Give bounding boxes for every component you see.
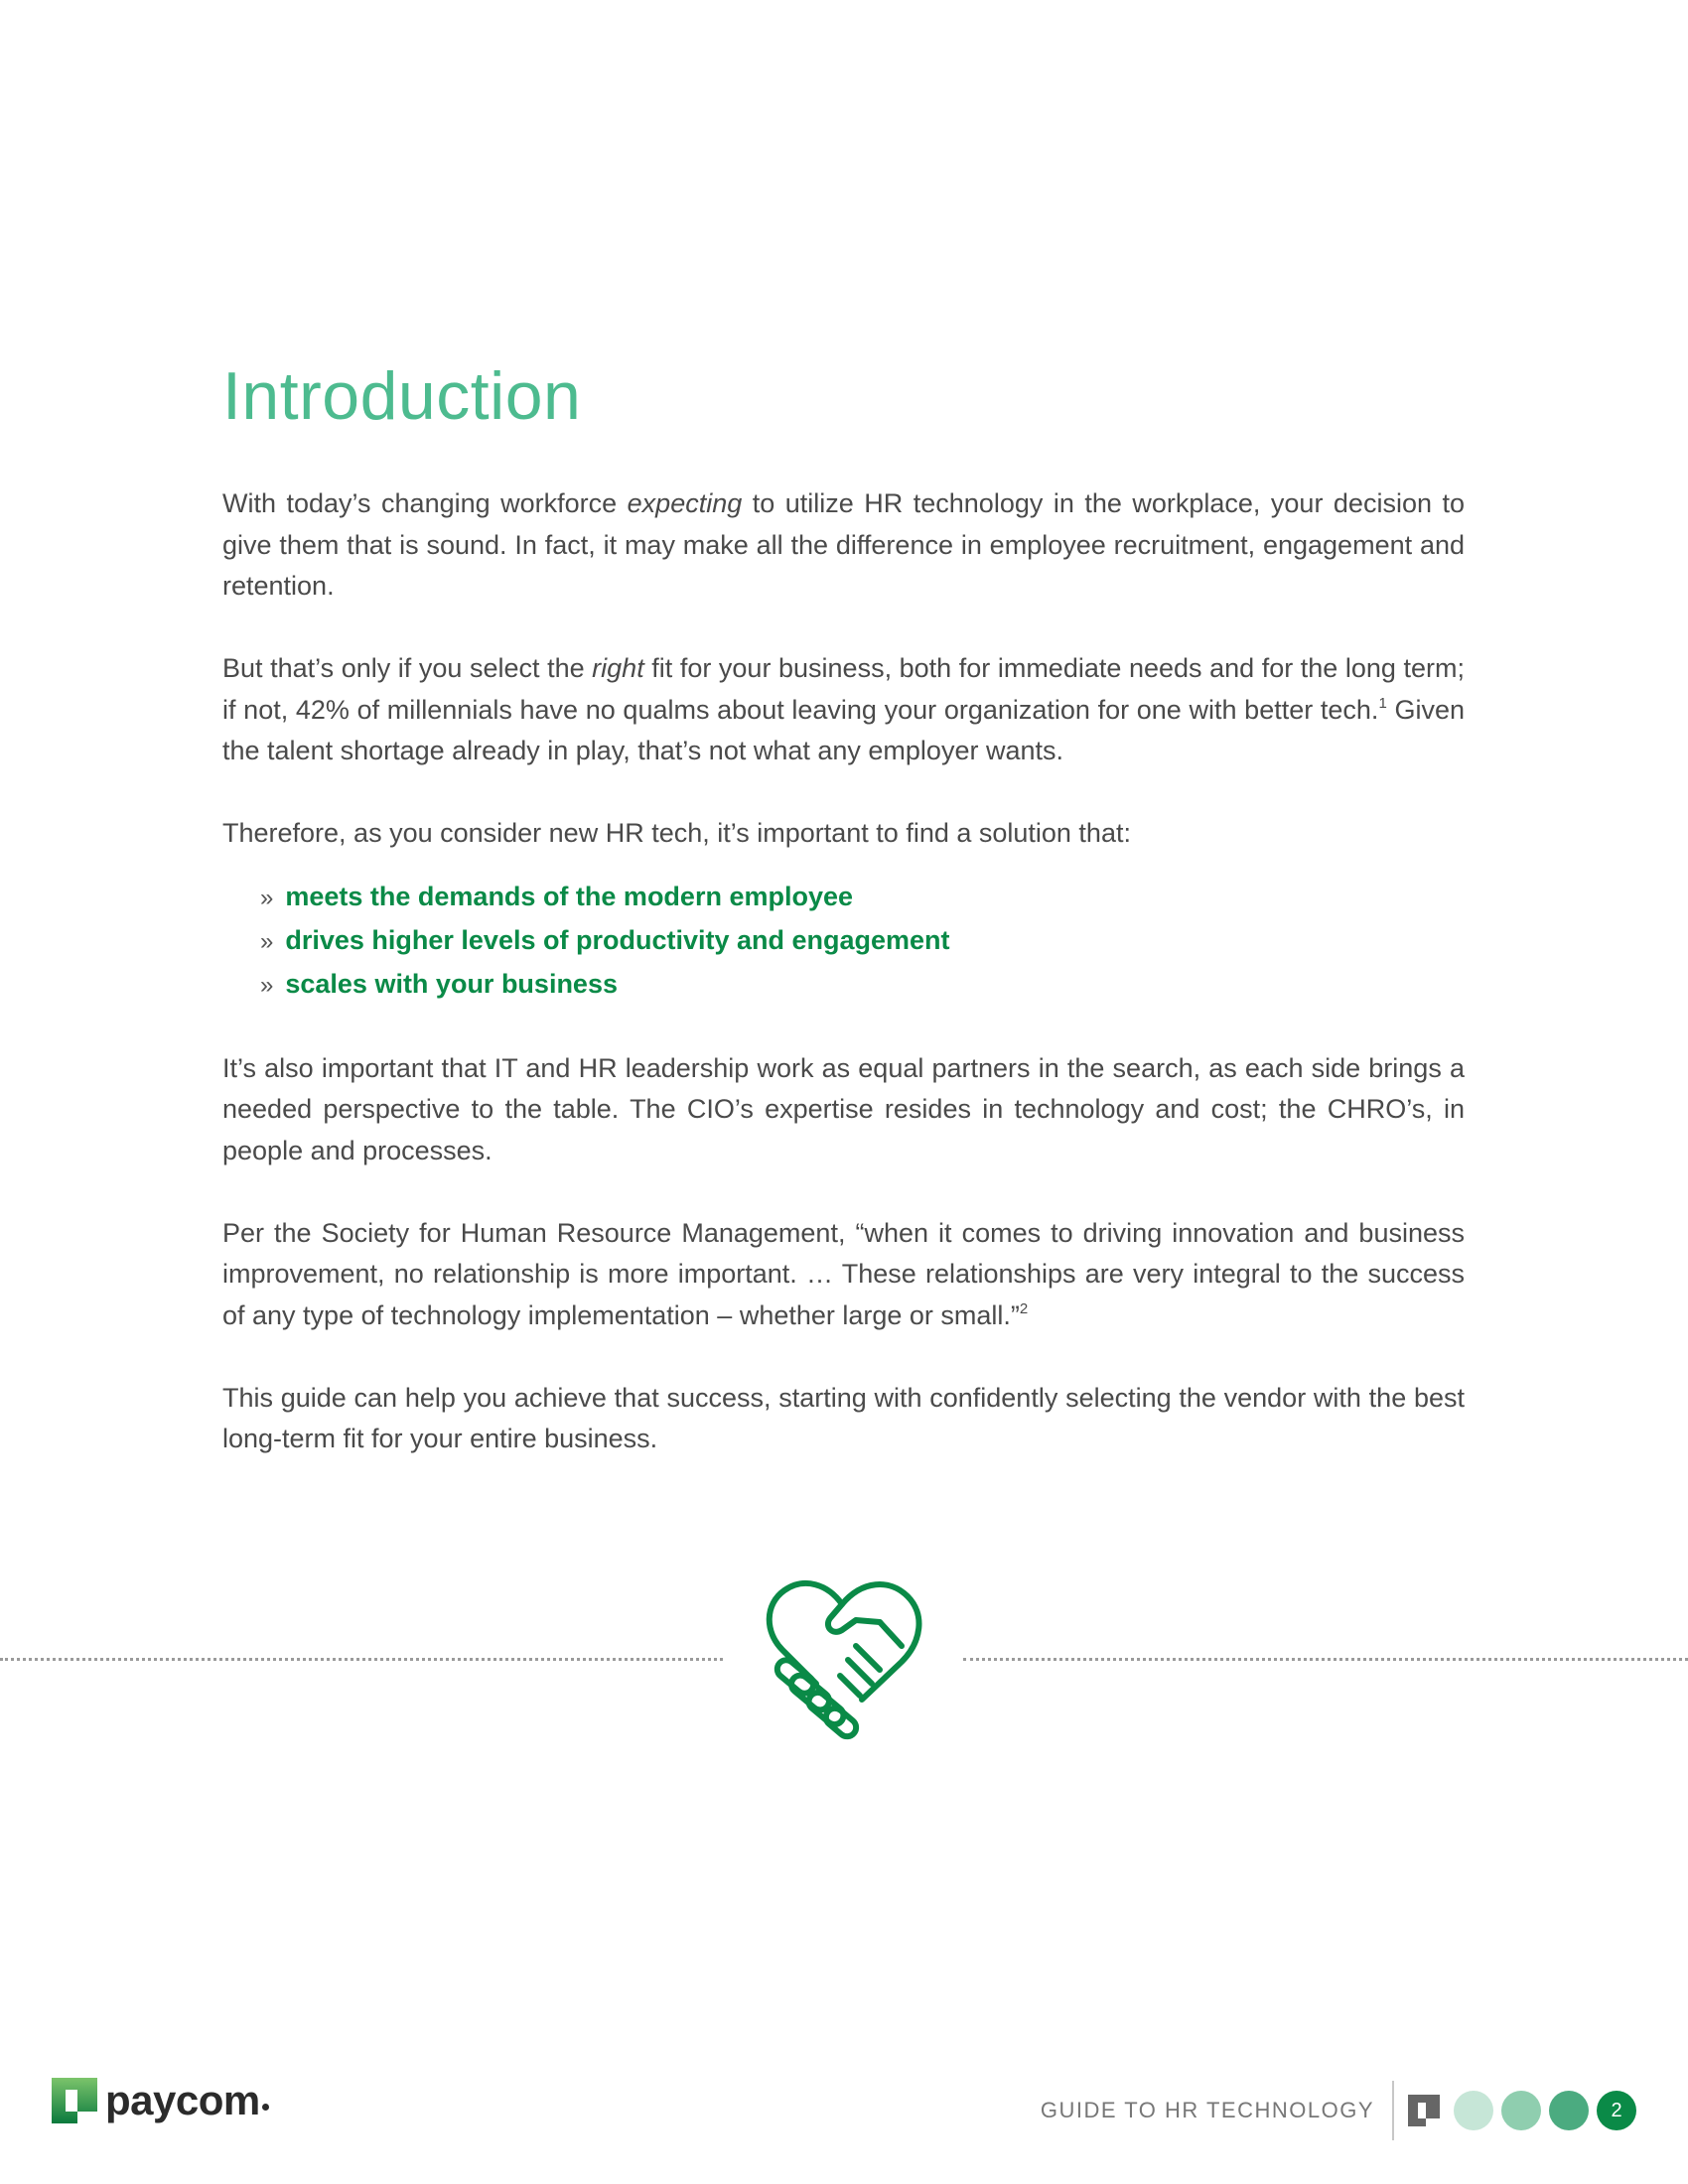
- list-item: » drives higher levels of productivity and engagement: [260, 925, 950, 955]
- guide-label: GUIDE TO HR TECHNOLOGY: [1040, 2098, 1374, 2122]
- list-item: » scales with your business: [260, 969, 618, 999]
- list-item: » meets the demands of the modern employee: [260, 882, 853, 911]
- chevron-right-icon: »: [260, 928, 274, 955]
- footer-separator: [1392, 2081, 1394, 2140]
- paragraph-5: Per the Society for Human Resource Management, “when it comes to driving innovation and business improvement, no relationship is more important. … These relationships are very integral to the success of any type of technology implementation – whether large or small.”$^2$: [222, 1217, 1465, 1330]
- progress-dot-2: [1501, 2091, 1541, 2130]
- paragraph-4: It’s also important that IT and HR leadership work as equal partners in the search, as each side brings a needed perspective to the table. The CIO’s expertise resides in technology and cost; the CHRO’s, in people and processes.: [222, 1052, 1465, 1165]
- brand-dot: [262, 2104, 269, 2111]
- footnote-2: 2: [1019, 1299, 1029, 1317]
- bullet-list: [222, 876, 1465, 1007]
- paragraph-1: With today’s changing workforce expecting to utilize HR technology in the workplace, your decision to give them that is sound. In fact, it may make all the difference in employee recruitment, engagement and retention.: [222, 488, 1465, 601]
- handshake-heart-icon: [753, 1576, 935, 1747]
- page-number: 2: [1597, 2091, 1636, 2130]
- progress-dot-1: [1454, 2091, 1493, 2130]
- progress-dot-3: [1549, 2091, 1589, 2130]
- paragraph-6: This guide can help you achieve that success, starting with confidently selecting the vendor with the best long-term fit for your entire business.: [222, 1382, 1465, 1453]
- footnote-1: 1: [1378, 694, 1387, 712]
- divider-left: [0, 1658, 723, 1661]
- paycom-mark-icon: [1408, 2095, 1440, 2126]
- chevron-right-icon: »: [260, 972, 274, 999]
- page-title: Introduction: [222, 358, 582, 434]
- chevron-right-icon: »: [260, 885, 274, 911]
- divider-right: [963, 1658, 1688, 1661]
- body-text: [222, 483, 1465, 1501]
- paycom-logo-icon: [52, 2078, 97, 2123]
- paragraph-2: But that’s only if you select the right fit for your business, both for immediate needs and for the long term; if not, 42% of millennials have no qualms about leaving your organization for one with better tech.$^1$ Given the talent shortage already in play, that’s not what any employer wants.: [222, 653, 1465, 765]
- brand-logo: [52, 2077, 269, 2124]
- brand-name: paycom: [105, 2077, 260, 2123]
- footer-nav: [1041, 2081, 1636, 2140]
- paragraph-3: Therefore, as you consider new HR tech, it’s important to find a solution that:: [222, 818, 1131, 848]
